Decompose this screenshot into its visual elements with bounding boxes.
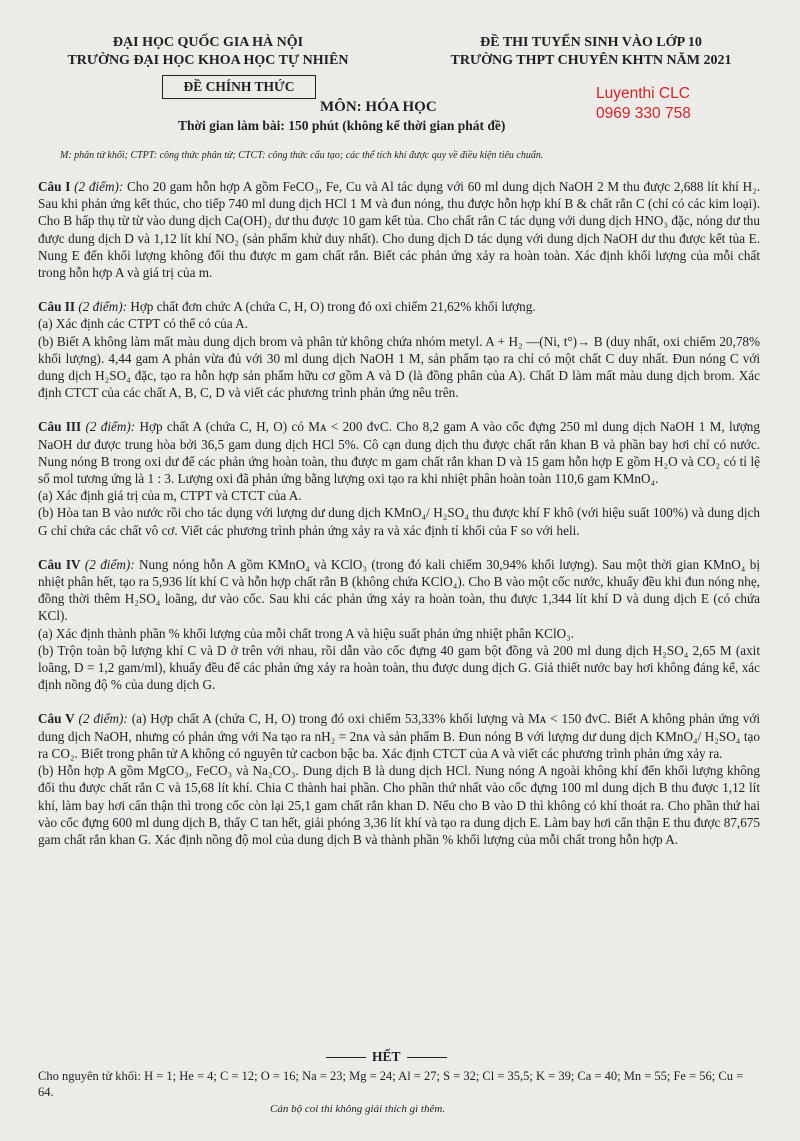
exam-duration: Thời gian làm bài: 150 phút (không kể thời gian phát đề) (178, 118, 506, 133)
header-left (38, 34, 378, 99)
question-1 (38, 178, 760, 281)
question-5 (38, 710, 760, 848)
question-points: (2 điểm): (85, 419, 136, 435)
watermark-line-2: 0969 330 758 (596, 105, 691, 122)
abbreviation-notes: M: phân tử khối; CTPT: công thức phân tử; CTCT: công thức cấu tạo; các thể tích khí được quy về điều kiện tiêu chuẩn. (60, 150, 544, 161)
question-4 (38, 556, 760, 694)
watermark-line-1: Luyenthi CLC (596, 85, 690, 102)
subject-title: MÔN: HÓA HỌC (320, 99, 437, 115)
official-badge: ĐỀ CHÍNH THỨC (162, 75, 315, 99)
question-part-b: (b) Hòa tan B vào nước rồi cho tác dụng với lượng dư dung dịch KMnO₄/ H₂SO₄ thu được khí F khô (với hiệu suất 100%) và dung dịch G chỉ chứa các chất vô cơ. Viết các phương trình phản ứng xảy ra và xác định tỉ khối của F so với heli. (38, 505, 760, 538)
end-marker: HẾT (320, 1049, 453, 1065)
atomic-masses: Cho nguyên tử khối: H = 1; He = 4; C = 12; O = 16; Na = 23; Mg = 24; Al = 27; S = 32; Cl = 35,5; K = 39; Ca = 40; Mn = 55; Fe = 56; Cu = 64. (38, 1069, 744, 1099)
question-label: Câu V (38, 711, 75, 727)
school-name: TRƯỜNG ĐẠI HỌC KHOA HỌC TỰ NHIÊN (67, 53, 349, 68)
question-part-b: (b) Biết A không làm mất màu dung dịch brom và phân tử không chứa nhóm metyl. A + H₂ —(Ni, t°)→ B (duy nhất, oxi chiếm 20,78% khối lượng). 4,44 gam A phản vừa đủ với 30 ml dung dịch NaOH 1 M, sản phẩm tạo ra chỉ có một chất C duy nhất. Đun nóng C với dung dịch H₂SO₄ đặc, tạo ra hỗn hợp sản phẩm hữu cơ gồm A và D (là đồng phân của A). Chất D làm mất màu dung dịch brom. Xác định CTCT của các chất A, B, C, D và viết các phương trình phản ứng nêu trên. (38, 333, 760, 401)
question-2 (38, 298, 760, 401)
question-points: (2 điểm): (84, 556, 135, 572)
questions-body (38, 178, 760, 854)
university-name: ĐẠI HỌC QUỐC GIA HÀ NỘI (112, 35, 304, 50)
exam-school-year: TRƯỜNG THPT CHUYÊN KHTN NĂM 2021 (450, 53, 732, 68)
question-label: Câu IV (38, 556, 81, 572)
question-3 (38, 418, 760, 538)
question-intro: Nung nóng hỗn A gồm KMnO₄ và KClO₃ (trong đó kali chiếm 30,94% khối lượng). Sau một thời gian KMnO₄ bị nhiệt phân hết, tạo ra 5,936 lít khí C và hỗn hợp chất rắn B (không chứa KClO₄). Cho B vào một cốc nước, khuấy đều khi đun nóng nhẹ, đồng thời thêm H₂SO₄ loãng, dư vào cốc. Sau khi các phản ứng xảy ra hoàn toàn, thu được 1,344 lít khí D và dung dịch E (có chứa KCl). (38, 556, 761, 624)
question-intro: Hợp chất đơn chức A (chứa C, H, O) trong đó oxi chiếm 21,62% khối lượng. (130, 299, 536, 315)
question-part-b: (b) Hỗn hợp A gồm MgCO₃, FeCO₃ và Na₂CO₃. Dung dịch B là dung dịch HCl. Nung nóng A ngoài không khí đến khối lượng không đổi thu được chất rắn C và 15,68 lít khí. Chia C thành hai phần. Cho phần thứ nhất vào cốc đựng 100 ml dung dịch B thu được 1,12 lít khí, làm bay hơi cẩn thận thì trong cốc còn lại 25,1 gam chất rắn khan D. Nếu cho B vào D thì không có khí thoát ra. Cho phần thứ hai vào cốc đựng 600 ml dung dịch B, thấy C tan hết, giải phóng 3,36 lít khí và tạo ra dung dịch E. Làm bay hơi cẩn thận E thu được 87,675 gam chất rắn khan G. Xác định nồng độ mol của dung dịch B và thành phần % khối lượng của mỗi chất trong hỗn hợp A. (38, 763, 760, 847)
question-label: Câu II (38, 299, 76, 315)
question-part-a: (a) Xác định giá trị của m, CTPT và CTCT của A. (38, 488, 302, 504)
question-part-a: (a) Xác định các CTPT có thể có của A. (38, 316, 248, 332)
question-part-b: (b) Trộn toàn bộ lượng khí C và D ở trên với nhau, rồi dẫn vào cốc đựng 40 gam bột đồng và 200 ml dung dịch H₂SO₄ 2,65 M (axit loãng, D = 1,2 gam/ml), khuấy đều để các phản ứng xảy ra hoàn toàn, thu được dung dịch G. Giả thiết nước bay hơi không đáng kể, xác định nồng độ % của dung dịch G. (38, 642, 760, 693)
exam-title: ĐỀ THI TUYỂN SINH VÀO LỚP 10 (480, 35, 702, 50)
question-text: Cho 20 gam hỗn hợp A gồm FeCO₃, Fe, Cu và Al tác dụng với 60 ml dung dịch NaOH 2 M thu được 2,688 lít khí H₂. Sau khi phản ứng kết thúc, cho tiếp 740 ml dung dịch HCl 1 M và đun nóng, thu được hỗn hợp khí B & chất rắn C (chỉ có các kim loại). Cho B hấp thụ từ từ vào dung dịch Ca(OH)₂ dư thu được 10 gam kết tủa. Cho chất rắn C tác dụng với dung dịch HNO₃ đặc, nóng dư thu được dung dịch D và 1,12 lít khí NO₂ (sản phẩm khử duy nhất). Cho dung dịch D tác dụng với dung dịch NaOH dư thu được kết tủa E. Nung E đến khối lượng không đổi thu được m gam chất rắn. Biết các phản ứng xảy ra hoàn toàn. Xác định khối lượng của mỗi chất trong hỗn hợp A và giá trị của m. (38, 179, 760, 281)
question-part-a: (a) Xác định thành phần % khối lượng của mỗi chất trong A và hiệu suất phản ứng nhiệt phân KClO₃. (38, 625, 575, 641)
question-points: (2 điểm): (78, 711, 128, 727)
footer-note: Cán bộ coi thi không giải thích gì thêm. (270, 1103, 446, 1115)
question-points: (2 điểm): (74, 179, 124, 194)
question-points: (2 điểm): (78, 299, 128, 315)
header-right (426, 34, 756, 99)
watermark (596, 84, 691, 124)
question-label: Câu III (38, 419, 82, 435)
question-intro: Hợp chất A (chứa C, H, O) có Mᴀ < 200 đvC. Cho 8,2 gam A vào cốc đựng 250 ml dung dịch NaOH 1 M, lượng NaOH dư được trung hòa bởi 36,5 gam dung dịch HCl 5%. Cô cạn dung dịch thu được chất rắn khan B và phần bay hơi chỉ có nước. Nung nóng B trong oxi dư để các phản ứng hoàn toàn, thu được m gam chất rắn khan D và 15 gam hỗn hợp E gồm H₂O và CO₂ có tỉ lệ số mol tương ứng là 1 : 3. Lượng oxi đã phản ứng bằng lượng oxi tạo ra khi nhiệt phân hoàn toàn 110,6 gam KMnO₄. (38, 419, 760, 487)
question-part-a: (a) Hợp chất A (chứa C, H, O) trong đó oxi chiếm 53,33% khối lượng và Mᴀ < 150 đvC. Biết A không phản ứng với dung dịch NaOH, nhưng có phản ứng với Na tạo ra nH₂ = 2nᴀ và sản phẩm B. Đun nóng B với lượng dư dung dịch KMnO₄/ H₂SO₄ tạo ra CO₂. Biết trong phân tử A không có nguyên tử cacbon bậc ba. Xác định CTCT của A và viết các phương trình phản ứng xảy ra. (38, 711, 760, 761)
question-label: Câu I (38, 179, 71, 194)
